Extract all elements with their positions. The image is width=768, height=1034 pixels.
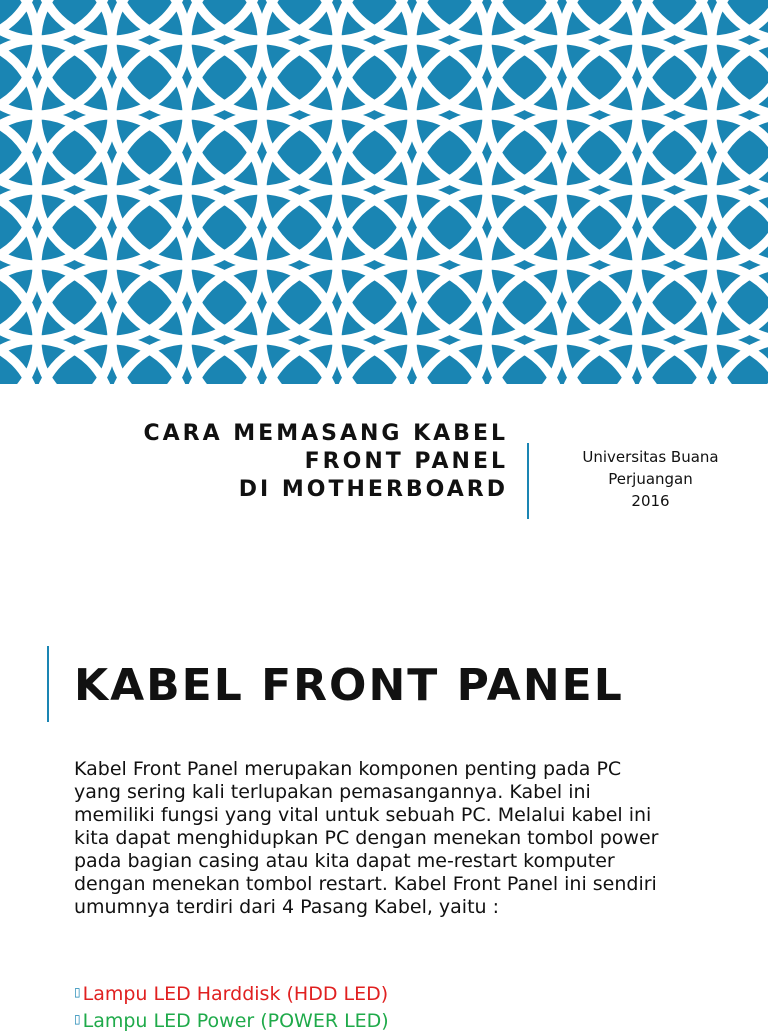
subtitle-university-line-1: Universitas Buana [582, 448, 719, 466]
slide-heading: KABEL FRONT PANEL [74, 660, 624, 711]
cover-title-line-1: CARA MEMASANG KABEL [143, 421, 508, 446]
cover-title-line-3: DI MOTHERBOARD [238, 477, 508, 502]
subtitle-university-line-2: Perjuangan [608, 470, 693, 488]
bullet-icon: ▯ [74, 985, 81, 999]
cover-subtitle [548, 446, 753, 512]
list-item [74, 1007, 724, 1034]
subtitle-year: 2016 [631, 492, 670, 510]
title-divider [527, 443, 529, 519]
cover-title [60, 420, 508, 504]
slide-body-text: Kabel Front Panel merupakan komponen penting pada PC yang sering kali terlupakan pemasangannya. Kabel ini memiliki fungsi yang vital untuk sebuah PC. Melalui kabel ini kita dapat menghidupkan PC dengan menekan tombol power pada bagian casing atau kita dapat me-restart komputer dengan menekan tombol restart. Kabel Front Panel ini sendiri umumnya terdiri dari 4 Pasang Kabel, yaitu : [74, 758, 659, 918]
list-item-text: Lampu LED Harddisk (HDD LED) [82, 983, 389, 1005]
circle-lattice-pattern [0, 0, 768, 384]
decorative-pattern-banner [0, 0, 768, 384]
heading-accent-bar [47, 646, 49, 722]
list-item-text: Lampu LED Power (POWER LED) [82, 1010, 389, 1032]
bullet-icon: ▯ [74, 1012, 81, 1026]
list-item [74, 980, 724, 1007]
cable-list [74, 980, 724, 1034]
cover-title-line-2: FRONT PANEL [304, 449, 508, 474]
